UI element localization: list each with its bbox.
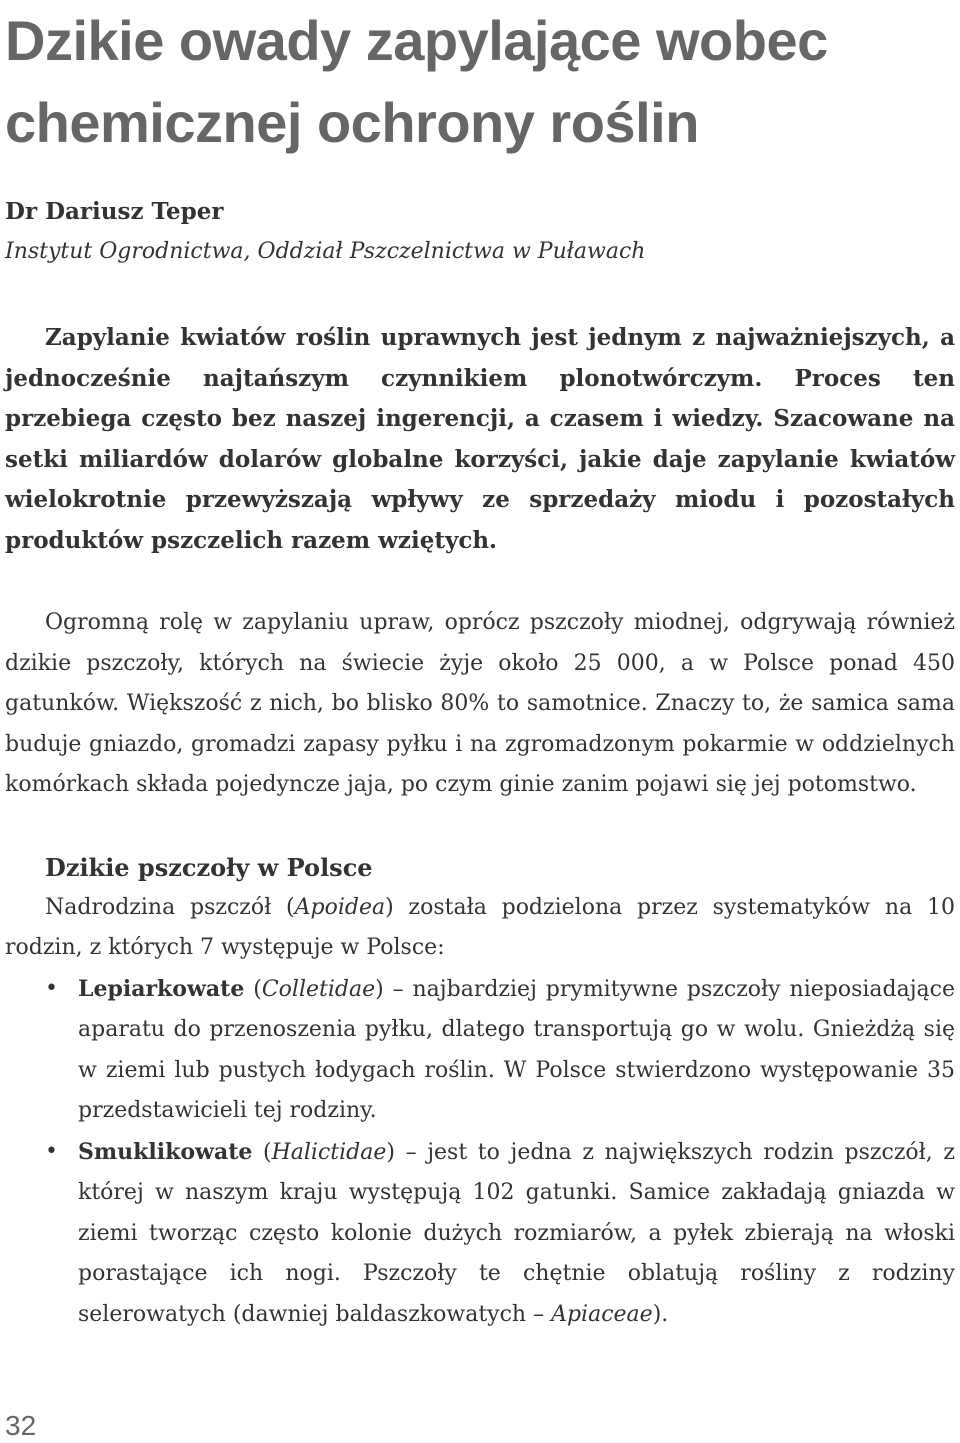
body-paragraph: Ogromną rolę w zapylaniu upraw, oprócz pszczoły miodnej, odgrywają również dzikie pszczoły, których na świecie żyje około 25 000, a w Polsce ponad 450 gatunków. Większość z nich, bo blisko 80% to samotnice. Znaczy to, że samica sama buduje gniazdo, gromadzi zapasy pyłku i na zgromadzonym pokarmie w oddzielnych komórkach składa pojedyncze jaja, po czym ginie zanim pojawi się jej potomstwo. [5,610,955,797]
author-name: Dr Dariusz Teper [5,198,224,225]
intro-latin: Apoidea [294,894,386,920]
family-tail: ). [652,1301,669,1327]
section-intro [5,888,955,969]
family-list [5,969,955,1336]
family-description: – najbardziej prymitywne pszczoły nieposiadające aparatu do przenoszenia pyłku, dlatego transportują go w wolu. Gnieżdżą się w ziemi lub pustych łodygach roślin. W Polsce stwierdzono występowanie 35 przedstawicieli tej rodziny. [78,976,955,1123]
page [5,0,955,1335]
lead-paragraph: Zapylanie kwiatów roślin uprawnych jest jednym z najważniejszych, a jednocześnie najtańszym czynnikiem plonotwórczym. Proces ten przebiega często bez naszej ingerencji, a czasem i wiedzy. Szacowane na setki miliardów dolarów globalne korzyści, jakie daje zapylanie kwiatów wielokrotnie przewyższają wpływy ze sprzedaży miodu i pozostałych produktów pszczelich razem wziętych. [5,324,955,554]
intro-after: ) została podzielona przez systematyków na 10 rodzin, z których 7 występuje w Polsce: [5,894,955,960]
author-affiliation: Instytut Ogrodnictwa, Oddział Pszczelnictwa w Puławach [5,239,646,264]
family-name: Lepiarkowate [78,975,245,1002]
intro-before: Nadrodzina pszczół ( [45,894,295,920]
list-item: • Lepiarkowate (Colletidae) – najbardziej prymitywne pszczoły nieposiadające aparatu do przenoszenia pyłku, dlatego transportują go w wolu. Gnieżdżą się w ziemi lub pustych łodygach roślin. W Polsce stwierdzono występowanie 35 przedstawicieli tej rodziny. [5,969,955,1132]
family-name: Smuklikowate [78,1138,253,1165]
page-number: 32 [5,1410,37,1441]
family-latin: Halictidae [271,1139,387,1165]
article-title: Dzikie owady zapylające wobec chemicznej ochrony roślin [5,9,828,154]
family-description: – jest to jedna z największych rodzin pszczół, z której w naszym kraju występują 102 gatunki. Samice zakładają gniazda w ziemi tworząc często kolonie dużych rozmiarów, a pyłek zbierają na włoski porastające ich nogi. Pszczoły te chętnie oblatują rośliny z rodziny selerowatych (dawniej baldaszkowatych – [78,1139,955,1327]
family-latin: Colletidae [261,976,376,1002]
family-tail-latin: Apiaceae [551,1301,653,1327]
bullet-icon: • [45,975,58,1001]
bullet-icon: • [45,1138,58,1164]
section-heading: Dzikie pszczoły w Polsce [45,852,373,882]
list-item: • Smuklikowate (Halictidae) – jest to jedna z największych rodzin pszczół, z której w naszym kraju występują 102 gatunki. Samice zakładają gniazda w ziemi tworząc często kolonie dużych rozmiarów, a pyłek zbierają na włoski porastające ich nogi. Pszczoły te chętnie oblatują rośliny z rodziny selerowatych (dawniej baldaszkowatych – Apiaceae). [5,1132,955,1336]
